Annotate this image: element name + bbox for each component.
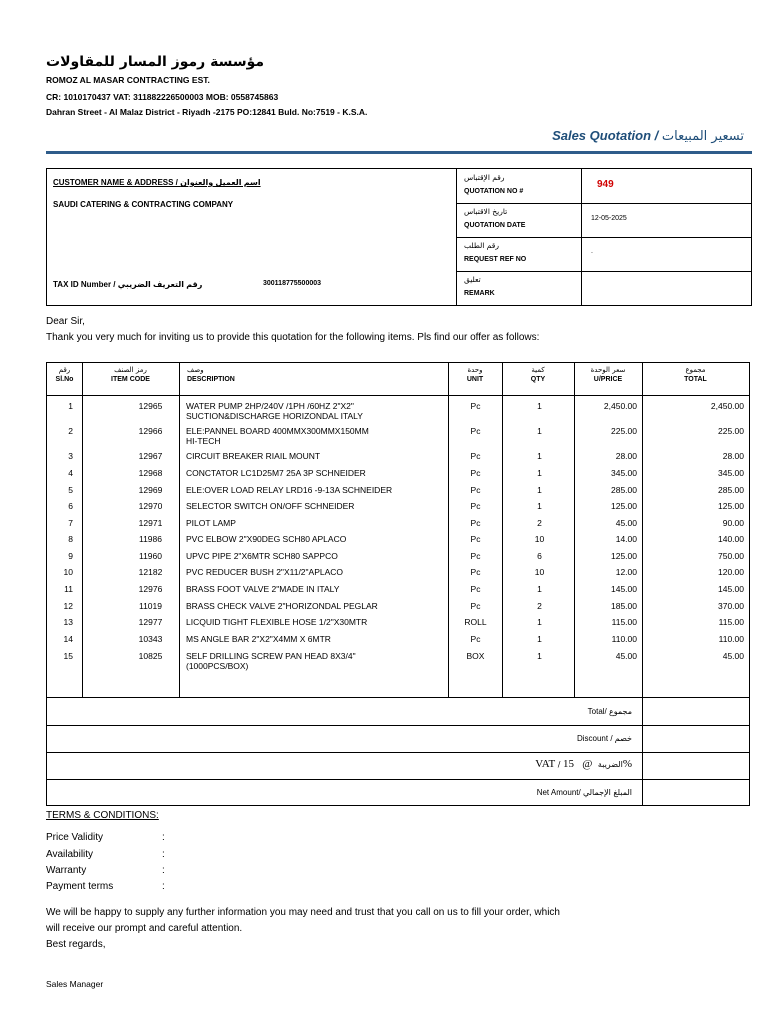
vat-rate: 15% [562, 758, 632, 770]
quotation-number-label-en: QUOTATION NO # [464, 188, 524, 195]
discount-label [577, 734, 632, 743]
header-sl-no-ar: رقم [58, 366, 71, 374]
header-total-ar: مجموع [685, 366, 706, 374]
cell-qty: 1 [537, 617, 542, 627]
header-total-en: TOTAL [684, 376, 707, 383]
cell-description [186, 567, 446, 577]
cell-description [186, 401, 446, 421]
discount-label-en: Discount / [576, 734, 613, 743]
cell-sl-no: 2 [68, 426, 73, 436]
cell-item-code: 12977 [138, 617, 163, 627]
column-divider [82, 363, 83, 697]
cell-item-code: 12971 [138, 518, 163, 528]
cell-description-line: BRASS FOOT VALVE 2"MADE IN ITALY [186, 584, 340, 594]
header-qty-ar: كمية [531, 366, 545, 374]
header-unit [448, 363, 502, 396]
term-colon: : [162, 881, 165, 892]
cell-sl-no: 9 [68, 551, 73, 561]
cell-unit-price: 185.00 [611, 601, 637, 611]
quotation-date-label-en: QUOTATION DATE [464, 222, 526, 229]
header-description-en: DESCRIPTION [187, 376, 235, 383]
cell-total: 2,450.00 [710, 401, 744, 411]
column-divider [642, 363, 643, 697]
cell-description-line: CIRCUIT BREAKER RIAIL MOUNT [186, 451, 321, 461]
cell-total: 90.00 [722, 518, 744, 528]
quotation-date-row [457, 203, 751, 238]
header-item-code [82, 363, 179, 396]
closing-line-2: will receive our prompt and careful attention. [46, 923, 243, 934]
cell-unit: Pc [470, 567, 481, 577]
header-item-code-en: ITEM CODE [111, 376, 150, 383]
cell-item-code: 11019 [138, 601, 162, 611]
cell-description-line: LICQUID TIGHT FLEXIBLE HOSE 1/2"X30MTR [186, 617, 368, 627]
cell-item-code: 12970 [138, 501, 163, 511]
remark-label-ar: تعليق [464, 275, 481, 284]
cell-sl-no: 15 [63, 651, 73, 661]
cell-description-line: HI-TECH [186, 436, 221, 446]
quotation-date-label [457, 203, 582, 237]
net-amount-label-ar: المبلغ الإجمالي [582, 788, 632, 797]
header-description-ar: وصف [187, 366, 204, 374]
cell-unit-price: 45.00 [615, 651, 637, 661]
cell-sl-no: 4 [68, 468, 73, 478]
cell-description-line: SUCTION&DISCHARGE HORIZONDAL ITALY [186, 411, 363, 421]
vat-at-sign: @ [582, 758, 593, 770]
items-table [46, 362, 750, 698]
total-row [47, 698, 749, 726]
total-label-ar: مجموع [609, 707, 632, 716]
header-unit-ar: وحدة [467, 366, 483, 374]
quotation-date-label-ar: تاريخ الاقتباس [464, 207, 508, 216]
cell-sl-no: 1 [68, 401, 73, 411]
signoff-title: Sales Manager [46, 979, 104, 989]
cell-total: 125.00 [718, 501, 744, 511]
cell-qty: 1 [537, 468, 542, 478]
cell-item-code: 10825 [138, 651, 163, 661]
column-divider [179, 363, 180, 697]
cell-total: 145.00 [718, 584, 744, 594]
remark-row [457, 271, 751, 305]
column-divider [448, 363, 449, 697]
cell-description [186, 485, 446, 495]
cell-item-code: 12967 [138, 451, 163, 461]
net-amount-label [537, 788, 632, 797]
total-label [588, 707, 632, 716]
vat-row [47, 752, 749, 780]
vat-label-en: VAT [535, 758, 555, 770]
remark-label [457, 271, 582, 305]
cell-qty: 1 [537, 451, 542, 461]
cell-description-line: ELE:OVER LOAD RELAY LRD16 -9-13A SCHNEIDER [186, 485, 393, 495]
net-amount-row [47, 779, 749, 806]
header-unit-en: UNIT [466, 376, 484, 383]
company-registration-line: CR: 1010170437 VAT: 311882226500003 MOB: 0558745863 [46, 92, 279, 102]
request-ref-label [457, 237, 582, 271]
cell-description-line: CONCTATOR LC1D25M7 25A 3P SCHNEIDER [186, 468, 366, 478]
cell-unit: Pc [470, 501, 481, 511]
vat-label [535, 758, 632, 770]
cell-qty: 10 [534, 534, 545, 544]
quotation-date-value: 12-05-2025 [591, 215, 627, 222]
company-name-english: ROMOZ AL MASAR CONTRACTING EST. [46, 75, 210, 85]
request-ref-row [457, 237, 751, 272]
cell-unit-price: 2,450.00 [603, 401, 637, 411]
cell-item-code: 12965 [138, 401, 163, 411]
cell-description [186, 584, 446, 594]
company-address: Dahran Street - Al Malaz District - Riyadh -2175 PO:12841 Buld. No:7519 - K.S.A. [46, 107, 368, 117]
cell-description [186, 518, 446, 528]
cell-item-code: 11960 [138, 551, 162, 561]
cell-unit: Pc [470, 584, 481, 594]
header-divider [46, 151, 752, 154]
customer-name: SAUDI CATERING & CONTRACTING COMPANY [53, 200, 234, 209]
cell-total: 285.00 [718, 485, 744, 495]
cell-description-line: PILOT LAMP [186, 518, 236, 528]
quotation-number-row [457, 169, 751, 204]
cell-unit-price: 125.00 [611, 551, 637, 561]
cell-description [186, 501, 446, 511]
quotation-number-label [457, 169, 582, 203]
letter-intro: Thank you very much for inviting us to provide this quotation for the following items. Pls find our offer as follows: [46, 332, 540, 343]
cell-sl-no: 3 [68, 451, 73, 461]
cell-unit-price: 145.00 [611, 584, 637, 594]
discount-label-ar: خصم [614, 734, 632, 743]
request-ref-label-ar: رقم الطلب [464, 241, 499, 250]
cell-qty: 1 [537, 584, 542, 594]
cell-unit-price: 125.00 [611, 501, 637, 511]
cell-sl-no: 12 [63, 601, 73, 611]
cell-description [186, 468, 446, 478]
letter-greeting: Dear Sir, [46, 316, 85, 327]
cell-sl-no: 14 [63, 634, 73, 644]
cell-sl-no: 7 [68, 518, 73, 528]
quotation-number-label-ar: رقم الإقتباس [464, 173, 505, 182]
cell-unit: Pc [470, 518, 481, 528]
header-sl-no-en: Sl.No [55, 376, 74, 383]
cell-description [186, 534, 446, 544]
term-payment: Payment terms [46, 881, 114, 892]
cell-unit: BOX [466, 651, 485, 661]
header-total [642, 363, 749, 396]
cell-qty: 1 [537, 651, 542, 661]
cell-total: 370.00 [718, 601, 744, 611]
cell-unit-price: 115.00 [611, 617, 637, 627]
cell-item-code: 12976 [138, 584, 163, 594]
closing-line-1: We will be happy to supply any further information you may need and trust that you call on us to fill your order, which [46, 907, 560, 918]
quotation-number-value: 949 [597, 179, 614, 190]
cell-qty: 2 [537, 518, 542, 528]
closing-line-3: Best regards, [46, 939, 106, 950]
cell-unit-price: 28.00 [615, 451, 637, 461]
cell-description-line: ELE:PANNEL BOARD 400MMX300MMX150MM [186, 426, 369, 436]
remark-label-en: REMARK [464, 290, 495, 297]
cell-description-line: PVC ELBOW 2"X90DEG SCH80 APLACO [186, 534, 347, 544]
customer-details-box [46, 168, 752, 306]
document-title-arabic: تسعير المبيعات [661, 129, 744, 144]
header-description [179, 363, 448, 396]
cell-total: 750.00 [718, 551, 744, 561]
cell-item-code: 11986 [138, 534, 162, 544]
cell-description-line: WATER PUMP 2HP/240V /1PH /60HZ 2"X2" [186, 401, 354, 411]
cell-unit: ROLL [464, 617, 487, 627]
cell-unit-price: 345.00 [611, 468, 637, 478]
column-divider [502, 363, 503, 697]
cell-total: 345.00 [718, 468, 744, 478]
cell-unit: Pc [470, 601, 481, 611]
cell-sl-no: 13 [63, 617, 73, 627]
cell-description-line: SELF DRILLING SCREW PAN HEAD 8X3/4" [186, 651, 356, 661]
request-ref-value: . [591, 248, 593, 255]
header-unit-price-en: U/PRICE [593, 376, 623, 383]
customer-label: CUSTOMER NAME & ADDRESS / اسم العميل والعنوان [53, 178, 261, 187]
cell-sl-no: 8 [68, 534, 73, 544]
cell-total: 140.00 [718, 534, 744, 544]
cell-description [186, 634, 446, 644]
cell-total: 115.00 [718, 617, 744, 627]
cell-unit: Pc [470, 451, 481, 461]
cell-item-code: 12969 [138, 485, 163, 495]
cell-description-line: SELECTOR SWITCH ON/OFF SCHNEIDER [186, 501, 355, 511]
vat-label-ar: / الضريبة [557, 760, 623, 769]
cell-item-code: 12968 [138, 468, 163, 478]
cell-sl-no: 10 [63, 567, 73, 577]
cell-qty: 10 [534, 567, 545, 577]
term-colon: : [162, 849, 165, 860]
cell-unit-price: 225.00 [611, 426, 637, 436]
document-title-english: Sales Quotation / [552, 128, 659, 143]
cell-sl-no: 6 [68, 501, 73, 511]
cell-qty: 1 [537, 634, 542, 644]
cell-description-line: MS ANGLE BAR 2"X2"X4MM X 6MTR [186, 634, 331, 644]
cell-qty: 1 [537, 485, 542, 495]
cell-description [186, 601, 446, 611]
cell-total: 28.00 [722, 451, 744, 461]
cell-total: 225.00 [718, 426, 744, 436]
cell-unit-price: 12.00 [615, 567, 637, 577]
cell-unit: Pc [470, 485, 481, 495]
term-price-validity: Price Validity [46, 832, 104, 843]
cell-description [186, 426, 446, 446]
cell-qty: 1 [537, 426, 542, 436]
cell-qty: 6 [537, 551, 542, 561]
cell-description [186, 451, 446, 461]
cell-sl-no: 5 [68, 485, 73, 495]
document-title [552, 128, 744, 144]
term-colon: : [162, 832, 165, 843]
header-unit-price-ar: سعر الوحدة [590, 366, 626, 374]
header-qty-en: QTY [530, 376, 546, 383]
cell-description [186, 651, 446, 671]
cell-description-line: (1000PCS/BOX) [186, 661, 249, 671]
company-name-arabic: مؤسسة رموز المسار للمقاولات [46, 54, 265, 70]
term-colon: : [162, 865, 165, 876]
column-divider [574, 363, 575, 697]
cell-qty: 1 [537, 501, 542, 511]
header-item-code-ar: رمز الصنف [114, 366, 147, 374]
cell-description [186, 551, 446, 561]
tax-id-label: TAX ID Number / رقم التعريف الضريبي [53, 280, 203, 289]
request-ref-label-en: REQUEST REF NO [464, 256, 527, 263]
tax-id-value: 300118775500003 [263, 280, 322, 287]
cell-unit: Pc [470, 551, 481, 561]
terms-title: TERMS & CONDITIONS: [46, 810, 159, 821]
customer-section [47, 169, 457, 305]
cell-description [186, 617, 446, 627]
cell-unit: Pc [470, 468, 481, 478]
cell-unit-price: 45.00 [615, 518, 637, 528]
net-amount-label-en: Net Amount/ [536, 788, 581, 797]
totals-section [46, 698, 750, 806]
cell-unit: Pc [470, 534, 481, 544]
cell-qty: 2 [537, 601, 542, 611]
cell-total: 110.00 [718, 634, 744, 644]
cell-total: 45.00 [722, 651, 744, 661]
total-label-en: Total/ [587, 707, 607, 716]
cell-unit: Pc [470, 426, 481, 436]
cell-item-code: 12182 [138, 567, 163, 577]
cell-description-line: BRASS CHECK VALVE 2"HORIZONDAL PEGLAR [186, 601, 378, 611]
cell-unit-price: 14.00 [615, 534, 637, 544]
cell-unit-price: 110.00 [611, 634, 637, 644]
cell-unit: Pc [470, 634, 481, 644]
cell-total: 120.00 [718, 567, 744, 577]
header-unit-price [574, 363, 642, 396]
cell-qty: 1 [537, 401, 542, 411]
term-warranty: Warranty [46, 865, 87, 876]
term-availability: Availability [46, 849, 94, 860]
cell-description-line: PVC REDUCER BUSH 2"X11/2"APLACO [186, 567, 344, 577]
cell-unit-price: 285.00 [611, 485, 637, 495]
header-sl-no [47, 363, 82, 396]
cell-item-code: 10343 [138, 634, 163, 644]
cell-item-code: 12966 [138, 426, 163, 436]
discount-row [47, 725, 749, 753]
cell-unit: Pc [470, 401, 481, 411]
header-qty [502, 363, 574, 396]
cell-description-line: UPVC PIPE 2"X6MTR SCH80 SAPPCO [186, 551, 338, 561]
cell-sl-no: 11 [64, 584, 73, 594]
